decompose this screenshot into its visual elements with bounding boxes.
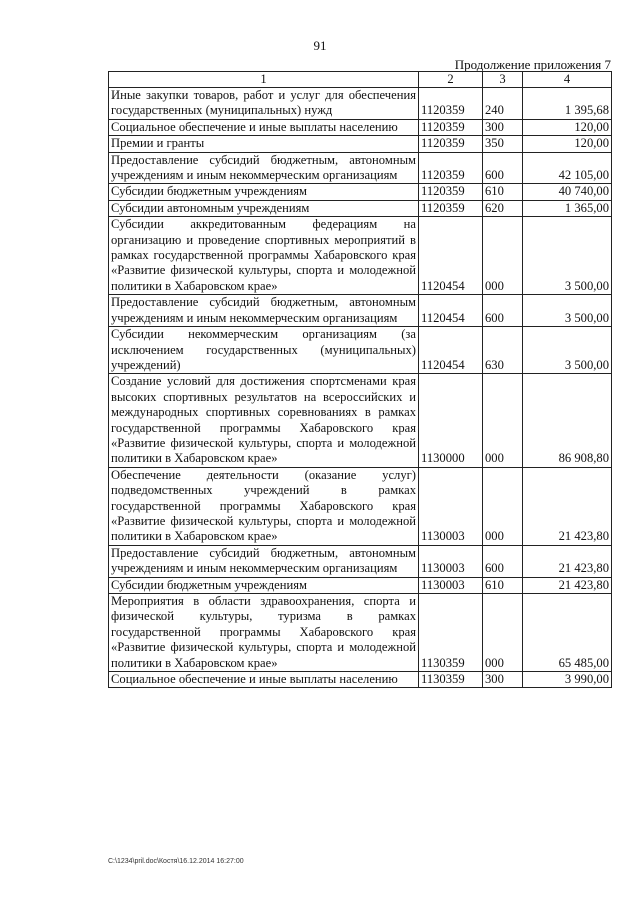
row-name-cell: Субсидии автономным учреждениям xyxy=(109,200,419,216)
file-path-footer: C:\1234\pril.doc\Костя\16.12.2014 16:27:00 xyxy=(108,858,244,865)
table-row xyxy=(109,327,612,374)
row-expense-type-cell: 000 xyxy=(483,594,523,672)
row-expense-type-cell: 630 xyxy=(483,327,523,374)
row-name-cell: Социальное обеспечение и иные выплаты населению xyxy=(109,672,419,688)
table-row xyxy=(109,594,612,672)
row-expense-type-cell: 620 xyxy=(483,200,523,216)
row-amount-cell: 3 500,00 xyxy=(523,327,612,374)
table-row xyxy=(109,152,612,184)
row-code-cell: 1120454 xyxy=(419,327,483,374)
row-code-cell: 1120359 xyxy=(419,119,483,135)
row-expense-type-cell: 300 xyxy=(483,672,523,688)
row-code-cell: 1130003 xyxy=(419,467,483,545)
row-expense-type-cell: 300 xyxy=(483,119,523,135)
row-amount-cell: 21 423,80 xyxy=(523,545,612,577)
row-amount-cell: 120,00 xyxy=(523,136,612,152)
row-code-cell: 1120454 xyxy=(419,217,483,295)
table-row xyxy=(109,184,612,200)
table-row xyxy=(109,88,612,120)
table-row xyxy=(109,119,612,135)
row-amount-cell: 3 500,00 xyxy=(523,217,612,295)
row-amount-cell: 86 908,80 xyxy=(523,374,612,467)
row-name-cell: Субсидии бюджетным учреждениям xyxy=(109,577,419,593)
row-code-cell: 1130359 xyxy=(419,672,483,688)
row-code-cell: 1120454 xyxy=(419,295,483,327)
row-expense-type-cell: 240 xyxy=(483,88,523,120)
row-expense-type-cell: 000 xyxy=(483,217,523,295)
row-amount-cell: 21 423,80 xyxy=(523,577,612,593)
table-row xyxy=(109,217,612,295)
row-code-cell: 1120359 xyxy=(419,152,483,184)
row-code-cell: 1130003 xyxy=(419,545,483,577)
row-name-cell: Обеспечение деятельности (оказание услуг) подведомственных учреждений в рамках государственной программы Хабаровского края «Развитие физической культуры, спорта и молодежной политики в Хабаровском крае» xyxy=(109,467,419,545)
row-expense-type-cell: 000 xyxy=(483,467,523,545)
table-row xyxy=(109,577,612,593)
table-header-row xyxy=(109,72,612,88)
row-expense-type-cell: 610 xyxy=(483,184,523,200)
row-expense-type-cell: 600 xyxy=(483,152,523,184)
row-name-cell: Предоставление субсидий бюджетным, автономным учреждениям и иным некоммерческим организациям xyxy=(109,545,419,577)
row-amount-cell: 1 395,68 xyxy=(523,88,612,120)
column-header: 4 xyxy=(523,72,612,88)
row-name-cell: Субсидии некоммерческим организациям (за исключением государственных (муниципальных) учреждений) xyxy=(109,327,419,374)
row-expense-type-cell: 000 xyxy=(483,374,523,467)
budget-table xyxy=(108,71,612,688)
row-name-cell: Создание условий для достижения спортсменами края высоких спортивных результатов на всероссийских и международных спортивных соревнованиях в рамках государственной программы Хабаровского края «Развитие физической культуры, спорта и молодежной политики в Хабаровском крае» xyxy=(109,374,419,467)
row-amount-cell: 1 365,00 xyxy=(523,200,612,216)
row-expense-type-cell: 610 xyxy=(483,577,523,593)
row-code-cell: 1120359 xyxy=(419,136,483,152)
row-name-cell: Иные закупки товаров, работ и услуг для обеспечения государственных (муниципальных) нужд xyxy=(109,88,419,120)
row-expense-type-cell: 600 xyxy=(483,545,523,577)
table-row xyxy=(109,200,612,216)
row-amount-cell: 21 423,80 xyxy=(523,467,612,545)
row-amount-cell: 42 105,00 xyxy=(523,152,612,184)
table-row xyxy=(109,374,612,467)
table-row xyxy=(109,672,612,688)
row-code-cell: 1130003 xyxy=(419,577,483,593)
table-row xyxy=(109,295,612,327)
row-expense-type-cell: 350 xyxy=(483,136,523,152)
row-name-cell: Субсидии аккредитованным федерациям на организацию и проведение спортивных мероприятий в рамках государственной программы Хабаровского края «Развитие физической культуры, спорта и молодежной политики в Хабаровском крае» xyxy=(109,217,419,295)
table-row xyxy=(109,136,612,152)
column-header: 2 xyxy=(419,72,483,88)
row-code-cell: 1130359 xyxy=(419,594,483,672)
row-name-cell: Премии и гранты xyxy=(109,136,419,152)
table-row xyxy=(109,545,612,577)
row-amount-cell: 120,00 xyxy=(523,119,612,135)
row-amount-cell: 65 485,00 xyxy=(523,594,612,672)
row-name-cell: Субсидии бюджетным учреждениям xyxy=(109,184,419,200)
row-name-cell: Социальное обеспечение и иные выплаты населению xyxy=(109,119,419,135)
row-code-cell: 1120359 xyxy=(419,200,483,216)
row-amount-cell: 3 990,00 xyxy=(523,672,612,688)
row-name-cell: Мероприятия в области здравоохранения, спорта и физической культуры, туризма в рамках государственной программы Хабаровского края «Развитие физической культуры, спорта и молодежной политики в Хабаровском крае» xyxy=(109,594,419,672)
row-name-cell: Предоставление субсидий бюджетным, автономным учреждениям и иным некоммерческим организациям xyxy=(109,295,419,327)
appendix-continuation-note: Продолжение приложения 7 xyxy=(454,57,611,72)
row-code-cell: 1130000 xyxy=(419,374,483,467)
row-amount-cell: 3 500,00 xyxy=(523,295,612,327)
row-name-cell: Предоставление субсидий бюджетным, автономным учреждениям и иным некоммерческим организациям xyxy=(109,152,419,184)
row-expense-type-cell: 600 xyxy=(483,295,523,327)
row-code-cell: 1120359 xyxy=(419,184,483,200)
column-header: 3 xyxy=(483,72,523,88)
row-code-cell: 1120359 xyxy=(419,88,483,120)
table-row xyxy=(109,467,612,545)
column-header: 1 xyxy=(109,72,419,88)
page-number: 91 xyxy=(313,38,327,53)
row-amount-cell: 40 740,00 xyxy=(523,184,612,200)
